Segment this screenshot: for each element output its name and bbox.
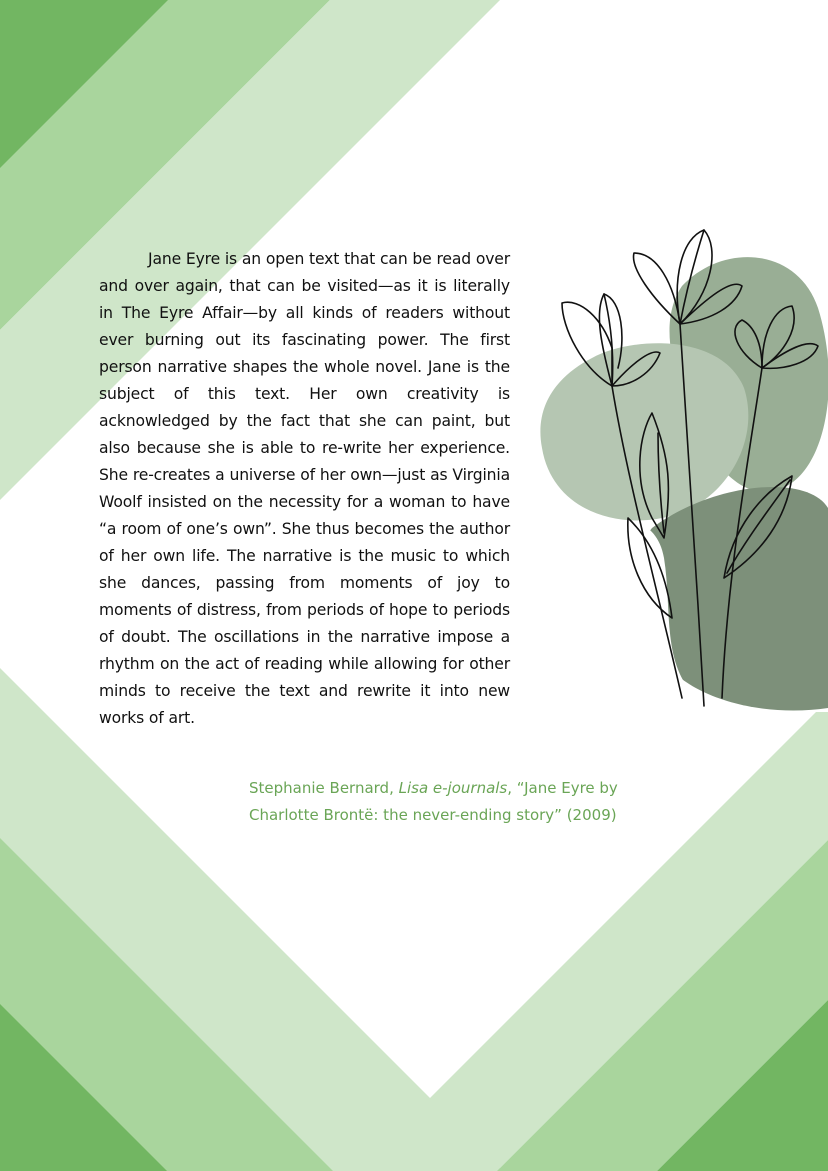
citation-title-start: , “Jane Eyre by (507, 779, 618, 797)
citation-line-1 (249, 775, 649, 802)
citation (249, 775, 649, 829)
citation-author: Stephanie Bernard, (249, 779, 399, 797)
citation-journal: Lisa e-journals (398, 779, 508, 797)
quote-passage: Jane Eyre is an open text that can be read over and over again, that can be visited—as it is literally in The Eyre Affair—by all kinds of readers without ever burning out its fascinating power. The first person narrative shapes the whole novel. Jane is the subject of this text. Her own creativity is acknowledged by the fact that she can paint, but also because she is able to re-write her experience. She re-creates a universe of her own—just as Virginia Woolf insisted on the necessity for a woman to have “a room of one’s own”. She thus becomes the author of her own life. The narrative is the music to which she dances, passing from moments of joy to moments of distress, from periods of hope to periods of doubt. The oscillations in the narrative impose a rhythm on the act of reading while allowing for other minds to receive the text and rewrite it into new works of art. (99, 250, 510, 727)
flower-illustration (522, 218, 828, 712)
citation-line-2: Charlotte Brontë: the never-ending story” (2009) (249, 806, 617, 824)
